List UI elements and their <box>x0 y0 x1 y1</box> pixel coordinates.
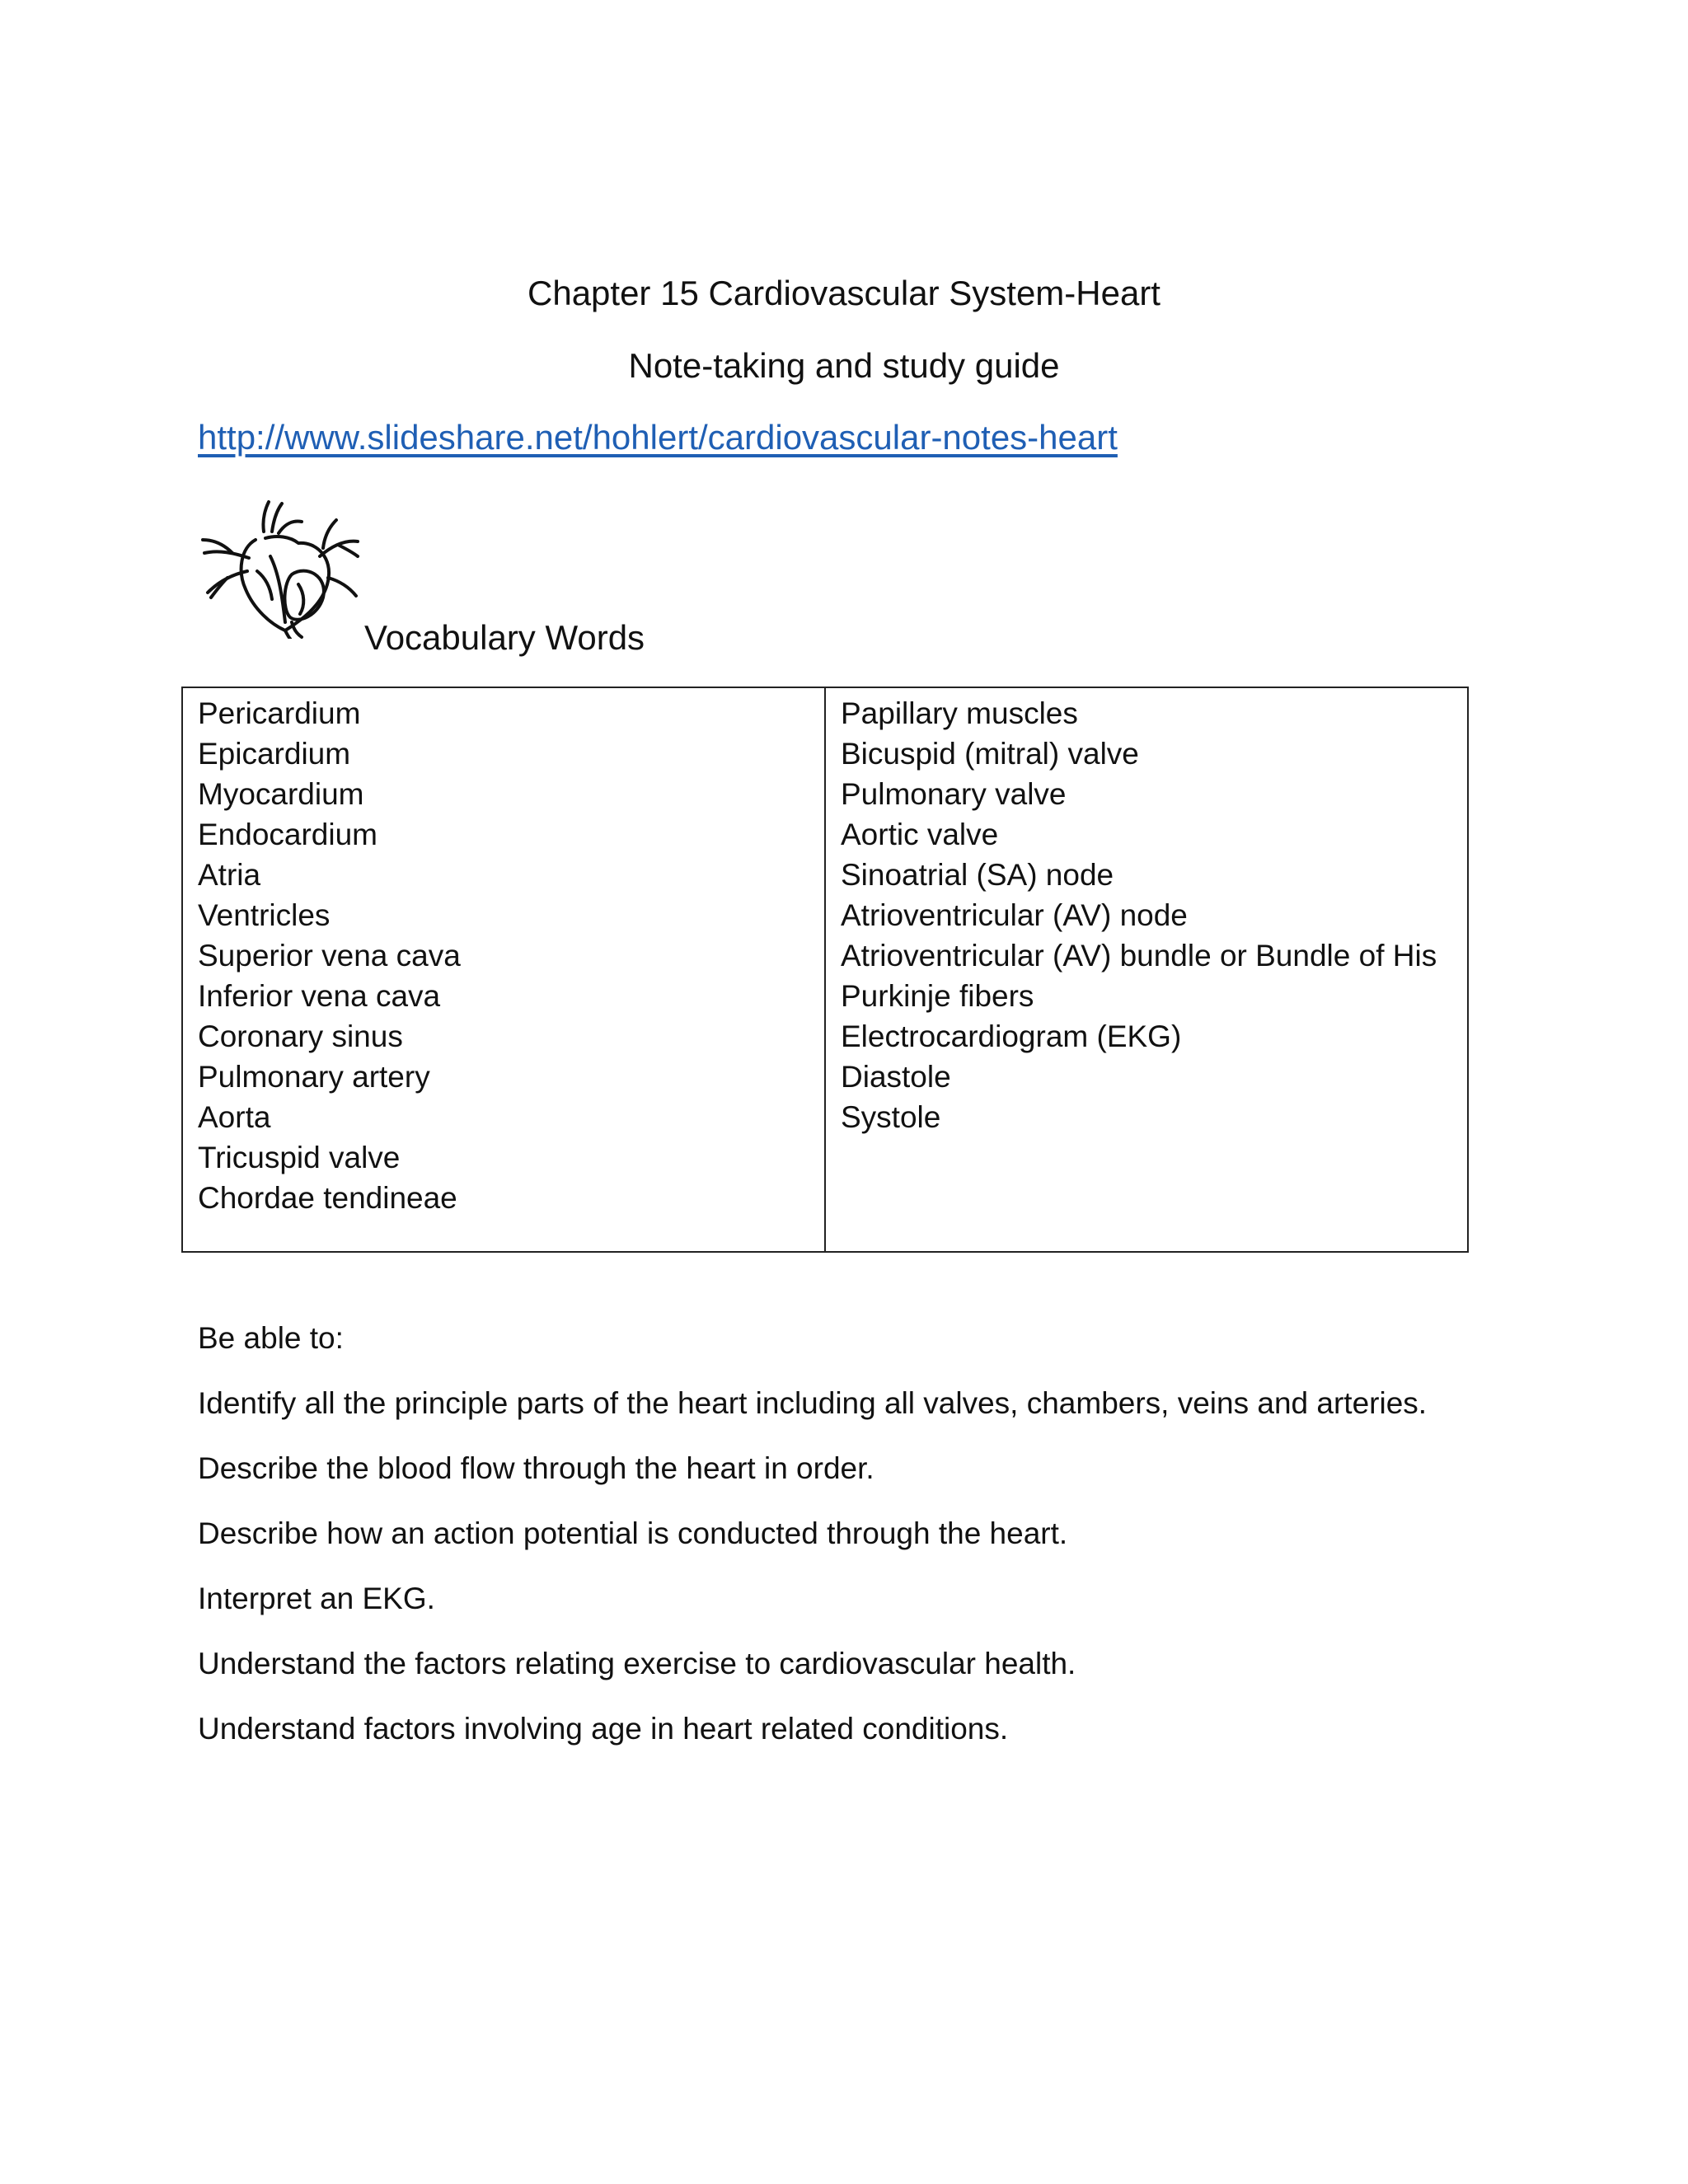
objective-item: Describe how an action potential is conducted through the heart. <box>198 1516 1068 1550</box>
objectives-section <box>198 1316 1517 1772</box>
objective-item: Understand factors involving age in heart related conditions. <box>198 1712 1009 1746</box>
vocabulary-list-left <box>198 693 824 1218</box>
vocabulary-term: Papillary muscles <box>841 696 1078 730</box>
vocabulary-term: Diastole <box>841 1060 951 1094</box>
objective-item: Interpret an EKG. <box>198 1582 435 1615</box>
vocabulary-term: Chordae tendineae <box>198 1181 457 1215</box>
vocabulary-term: Atria <box>198 858 261 892</box>
vocabulary-heading: Vocabulary Words <box>364 618 645 657</box>
vocabulary-table <box>181 687 1469 1253</box>
vocabulary-list-right <box>841 693 1467 1137</box>
vocabulary-term: Pulmonary artery <box>198 1060 430 1094</box>
vocabulary-column-left <box>183 688 824 1251</box>
vocabulary-term: Superior vena cava <box>198 939 461 972</box>
objective-item: Identify all the principle parts of the heart including all valves, chambers, veins and arteries. <box>198 1386 1428 1420</box>
vocabulary-term: Inferior vena cava <box>198 979 441 1013</box>
vocabulary-term: Electrocardiogram (EKG) <box>841 1019 1182 1053</box>
slideshare-link[interactable]: http://www.slideshare.net/hohlert/cardiovascular-notes-heart <box>198 418 1118 457</box>
vocabulary-term: Coronary sinus <box>198 1019 403 1053</box>
vocabulary-term: Epicardium <box>198 737 351 771</box>
vocabulary-term: Ventricles <box>198 898 331 932</box>
objective-item: Understand the factors relating exercise to cardiovascular health. <box>198 1647 1076 1680</box>
vocabulary-term: Aorta <box>198 1100 271 1134</box>
vocabulary-term: Pulmonary valve <box>841 777 1067 811</box>
vocabulary-term: Atrioventricular (AV) node <box>841 898 1188 932</box>
objectives-list <box>198 1381 1517 1750</box>
vocabulary-term: Aortic valve <box>841 818 999 851</box>
vocabulary-term: Myocardium <box>198 777 364 811</box>
objective-item: Describe the blood flow through the heart in order. <box>198 1451 874 1485</box>
vocabulary-column-right <box>824 688 1467 1251</box>
vocabulary-term: Tricuspid valve <box>198 1141 401 1174</box>
vocabulary-term: Endocardium <box>198 818 378 851</box>
vocabulary-term: Pericardium <box>198 696 361 730</box>
document-subtitle: Note-taking and study guide <box>628 346 1060 385</box>
document-title: Chapter 15 Cardiovascular System-Heart <box>528 274 1160 312</box>
vocabulary-term: Bicuspid (mitral) valve <box>841 737 1139 771</box>
objectives-heading: Be able to: <box>198 1321 344 1355</box>
vocabulary-term: Sinoatrial (SA) node <box>841 858 1114 892</box>
vocabulary-term: Atrioventricular (AV) bundle or Bundle of His <box>841 939 1437 972</box>
heart-anatomy-icon <box>199 499 360 639</box>
vocabulary-term: Purkinje fibers <box>841 979 1034 1013</box>
vocabulary-term: Systole <box>841 1100 941 1134</box>
